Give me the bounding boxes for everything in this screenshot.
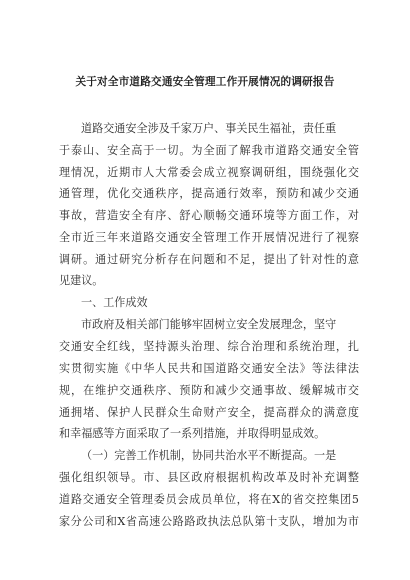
document-title: 关于对全市道路交通安全管理工作开展情况的调研报告	[75, 76, 335, 88]
paragraph-line: 家分公司和X省高速公路路政执法总队第十支队，增加为市	[59, 515, 359, 528]
subsection-line: （一）完善工作机制，协同共治水平不断提高。一是	[81, 449, 337, 462]
paragraph-line: 和幸福感等方面采取了一系列措施，并取得明显成效。	[59, 427, 326, 440]
paragraph-line: 理情况，近期市人大常委会成立视察调研组，围绕强化交	[59, 166, 359, 179]
paragraph-line: 于泰山、安全高于一切。为全面了解我市道路交通安全管	[59, 144, 359, 157]
paragraph-line: 道路交通安全涉及千家万户、事关民生福祉，责任重	[81, 122, 337, 135]
paragraph-line: 调研。通过研究分析存在问题和不足，提出了针对性的意	[59, 253, 359, 266]
paragraph-line: 见建议。	[59, 274, 104, 287]
paragraph-line: 实贯彻实施《中华人民共和国道路交通安全法》等法律法	[59, 362, 359, 375]
paragraph-line: 事故，营造安全有序、舒心顺畅交通环境等方面工作，对	[59, 209, 359, 222]
paragraph-line: 交通安全红线，坚持源头治理、综合治理和系统治理，扎	[59, 340, 359, 353]
paragraph-line: 全市近三年来道路交通安全管理工作开展情况进行了视察	[59, 231, 359, 244]
section-heading: 一、工作成效	[81, 296, 148, 309]
paragraph-line: 通拥堵、保护人民群众生命财产安全，提高群众的满意度	[59, 406, 359, 419]
paragraph-line: 规，在维护交通秩序、预防和减少交通事故、缓解城市交	[59, 384, 359, 397]
paragraph-line: 强化组织领导。市、县区政府根据机构改革及时补充调整	[59, 471, 359, 484]
paragraph-line: 道路交通安全管理委员会成员单位，将在X的省交控集团5	[59, 493, 359, 506]
paragraph-line: 通管理，优化交通秩序，提高通行效率，预防和减少交通	[59, 187, 359, 200]
paragraph-line: 市政府及相关部门能够牢固树立安全发展理念，坚守	[81, 318, 337, 331]
